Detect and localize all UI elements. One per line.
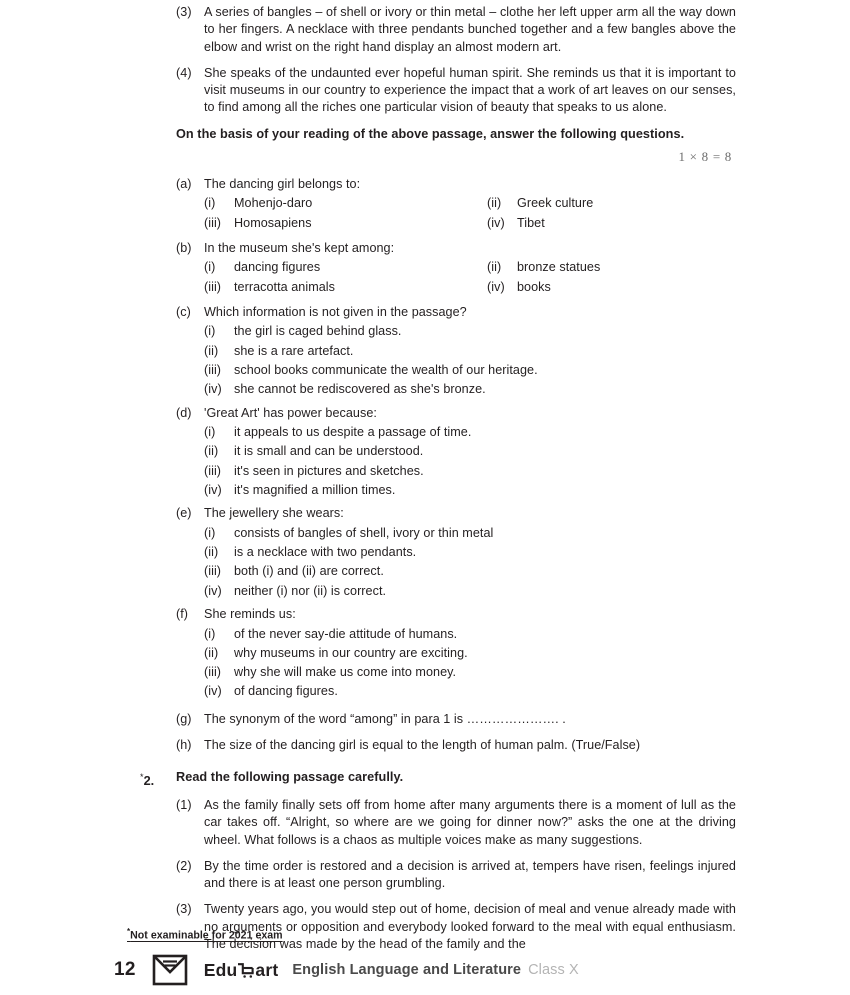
option-item[interactable] xyxy=(204,562,736,581)
option-item[interactable] xyxy=(204,423,736,442)
option-item[interactable] xyxy=(204,663,736,682)
paragraph-marker: (4) xyxy=(176,65,192,80)
option-text: neither (i) nor (ii) is correct. xyxy=(234,583,387,598)
option-roman: (ii) xyxy=(204,343,219,358)
option-roman: (i) xyxy=(204,196,216,211)
question-f xyxy=(176,605,736,702)
option-text: it's seen in pictures and sketches. xyxy=(234,463,424,478)
option-text: consists of bangles of shell, ivory or thin metal xyxy=(234,525,494,540)
brand-text-edu: Edu xyxy=(203,959,238,980)
option-roman: (ii) xyxy=(204,645,219,660)
option-item[interactable] xyxy=(487,278,736,297)
question-text: The dancing girl belongs to: xyxy=(204,176,361,191)
option-text: it's magnified a million times. xyxy=(234,483,396,498)
option-item[interactable] xyxy=(204,194,487,213)
brand-wordmark xyxy=(204,960,279,981)
question-e xyxy=(176,504,736,601)
page-number: 12 xyxy=(114,959,136,980)
question-heading xyxy=(176,710,736,730)
question-text: She reminds us: xyxy=(204,607,296,622)
option-row xyxy=(204,194,736,213)
option-roman: (iv) xyxy=(204,684,222,699)
option-text: Tibet xyxy=(517,215,545,230)
option-text: it appeals to us despite a passage of time. xyxy=(234,425,472,440)
option-roman: (ii) xyxy=(487,260,502,275)
option-row xyxy=(204,278,736,297)
passage-paragraph xyxy=(176,65,736,117)
paragraph-text: By the time order is restored and a decision is arrived at, tempers have risen, feelings injured and there is at least one person grumbling. xyxy=(204,858,736,891)
question-marker: (d) xyxy=(176,405,192,420)
option-roman: (ii) xyxy=(204,444,219,459)
question-a xyxy=(176,175,736,233)
option-roman: (i) xyxy=(204,525,216,540)
option-item[interactable] xyxy=(204,582,736,601)
option-text: the girl is caged behind glass. xyxy=(234,324,402,339)
option-list xyxy=(204,258,736,297)
option-item[interactable] xyxy=(204,481,736,500)
option-item[interactable] xyxy=(204,380,736,399)
option-text: why she will make us come into money. xyxy=(234,665,457,680)
question-h xyxy=(176,736,736,756)
question-text: The size of the dancing girl is equal to the length of human palm. (True/False) xyxy=(204,738,641,753)
question-marker: (f) xyxy=(176,607,189,622)
paragraph-marker: (3) xyxy=(176,5,192,19)
question-marker: (a) xyxy=(176,176,192,191)
envelope-logo-icon xyxy=(150,951,190,989)
question-text: 'Great Art' has power because: xyxy=(204,405,377,420)
question-marker: (h) xyxy=(176,738,192,753)
option-item[interactable] xyxy=(204,682,736,701)
paragraph-marker: (2) xyxy=(176,858,192,873)
passage-paragraph xyxy=(176,797,736,849)
passage-paragraph xyxy=(176,4,736,56)
section-number xyxy=(136,768,176,790)
option-roman: (iii) xyxy=(204,363,222,378)
option-text: it is small and can be understood. xyxy=(234,444,424,459)
instruction-line: On the basis of your reading of the above passage, answer the following questions. xyxy=(176,126,685,141)
paragraph-text: A series of bangles – of shell or ivory or thin metal – clothe her left upper arm all the way down to her fingers. A necklace with three pendants bunched together and a few bangles above the elbow and wrist on the right hand display an almost modern art. xyxy=(204,5,736,54)
option-roman: (iii) xyxy=(204,665,222,680)
option-item[interactable] xyxy=(204,644,736,663)
option-item[interactable] xyxy=(204,625,736,644)
option-roman: (iv) xyxy=(487,215,505,230)
option-item[interactable] xyxy=(204,278,487,297)
option-roman: (iv) xyxy=(204,483,222,498)
option-item[interactable] xyxy=(487,214,736,233)
option-item[interactable] xyxy=(487,258,736,277)
asterisk-marker: * xyxy=(140,771,144,782)
page-content xyxy=(140,4,736,962)
option-item[interactable] xyxy=(204,524,736,543)
option-row xyxy=(204,214,736,233)
option-roman: (i) xyxy=(204,324,216,339)
option-item[interactable] xyxy=(204,361,736,380)
option-text: she cannot be rediscovered as she's bronze. xyxy=(234,382,486,397)
question-text: The jewellery she wears: xyxy=(204,506,344,521)
option-text: is a necklace with two pendants. xyxy=(234,545,417,560)
question-b xyxy=(176,239,736,297)
option-item[interactable] xyxy=(204,543,736,562)
option-item[interactable] xyxy=(204,462,736,481)
option-roman: (i) xyxy=(204,425,216,440)
option-text: both (i) and (ii) are correct. xyxy=(234,564,384,579)
paragraph-text: She speaks of the undaunted ever hopeful human spirit. She reminds us that it is important to visit museums in our country to experience the impact that a work of art leaves on our senses, to find among all the riches one particular vision of beauty that speaks to us alone. xyxy=(204,65,736,115)
option-roman: (iv) xyxy=(204,583,222,598)
option-item[interactable] xyxy=(204,342,736,361)
question-c xyxy=(176,303,736,400)
option-text: terracotta animals xyxy=(234,279,335,294)
option-text: bronze statues xyxy=(517,260,601,275)
question-text: In the museum she's kept among: xyxy=(204,240,395,255)
question-text: Which information is not given in the passage? xyxy=(204,304,467,319)
option-text: she is a rare artefact. xyxy=(234,343,354,358)
question-marker: (g) xyxy=(176,711,192,726)
option-roman: (ii) xyxy=(487,196,502,211)
footnote xyxy=(127,927,283,942)
section-2-heading xyxy=(136,768,736,790)
question-heading xyxy=(176,303,736,323)
paragraph-text: Twenty years ago, you would step out of home, decision of meal and venue already made with no arguments or opposition and everybody looked forward to the meal with equal enthusiasm. The decision was made by the head of the family and the xyxy=(204,902,736,952)
option-text: Homosapiens xyxy=(234,215,312,230)
question-text: The synonym of the word “among” in para 1 is …………………. . xyxy=(204,711,566,726)
question-d xyxy=(176,404,736,501)
question-heading xyxy=(176,605,736,625)
option-item[interactable] xyxy=(204,322,736,341)
question-heading xyxy=(176,404,736,424)
option-roman: (iv) xyxy=(487,279,505,294)
option-item[interactable] xyxy=(204,258,487,277)
option-list xyxy=(204,194,736,233)
question-heading xyxy=(176,504,736,524)
brand-text-art: art xyxy=(255,959,279,980)
option-roman: (iii) xyxy=(204,215,222,230)
passage-1-paragraphs xyxy=(176,4,736,117)
paragraph-marker: (1) xyxy=(176,797,192,812)
option-text: of dancing figures. xyxy=(234,684,338,699)
option-text: Greek culture xyxy=(517,196,594,211)
option-text: of the never say-die attitude of humans. xyxy=(234,626,458,641)
question-marker: (e) xyxy=(176,506,192,521)
option-roman: (iv) xyxy=(204,382,222,397)
option-text: why museums in our country are exciting. xyxy=(234,645,468,660)
option-roman: (i) xyxy=(204,626,216,641)
footnote-asterisk: * xyxy=(127,927,131,936)
question-marker: (b) xyxy=(176,240,192,255)
option-list xyxy=(204,625,736,702)
option-roman: (i) xyxy=(204,260,216,275)
shopping-cart-icon xyxy=(238,962,254,979)
option-list xyxy=(204,322,736,399)
option-text: Mohenjo-daro xyxy=(234,196,313,211)
option-roman: (iii) xyxy=(204,463,222,478)
question-heading xyxy=(176,239,736,259)
option-text: school books communicate the wealth of our heritage. xyxy=(234,363,538,378)
section-heading-text: Read the following passage carefully. xyxy=(176,769,404,784)
option-item[interactable] xyxy=(204,442,736,461)
question-g xyxy=(176,710,736,730)
footer-book-title: English Language and Literature xyxy=(292,962,522,978)
footer-book-class: Class X xyxy=(528,962,579,978)
option-roman: (iii) xyxy=(204,279,222,294)
option-list xyxy=(204,524,736,601)
question-marker: (c) xyxy=(176,304,191,319)
option-item[interactable] xyxy=(204,214,487,233)
page-footer xyxy=(114,949,579,991)
option-roman: (ii) xyxy=(204,545,219,560)
option-text: dancing figures xyxy=(234,260,321,275)
paragraph-marker: (3) xyxy=(176,902,192,917)
footnote-text: Not examinable for 2021 exam xyxy=(130,929,283,942)
option-roman: (iii) xyxy=(204,564,222,579)
paragraph-text: As the family finally sets off from home after many arguments there is a moment of lull as the car takes off. “Alright, so where are we going for dinner now?” asks the one at the driving wheel. What follows is a chaos as multiple voices make as many suggestions. xyxy=(204,797,736,847)
question-heading xyxy=(176,175,736,195)
passage-paragraph xyxy=(176,858,736,893)
question-heading xyxy=(176,736,736,756)
option-list xyxy=(204,423,736,500)
option-item[interactable] xyxy=(487,194,736,213)
section-number-text: 2. xyxy=(143,773,155,788)
option-text: books xyxy=(517,279,551,294)
marks-allocation: 1 × 8 = 8 xyxy=(678,148,732,164)
option-row xyxy=(204,258,736,277)
